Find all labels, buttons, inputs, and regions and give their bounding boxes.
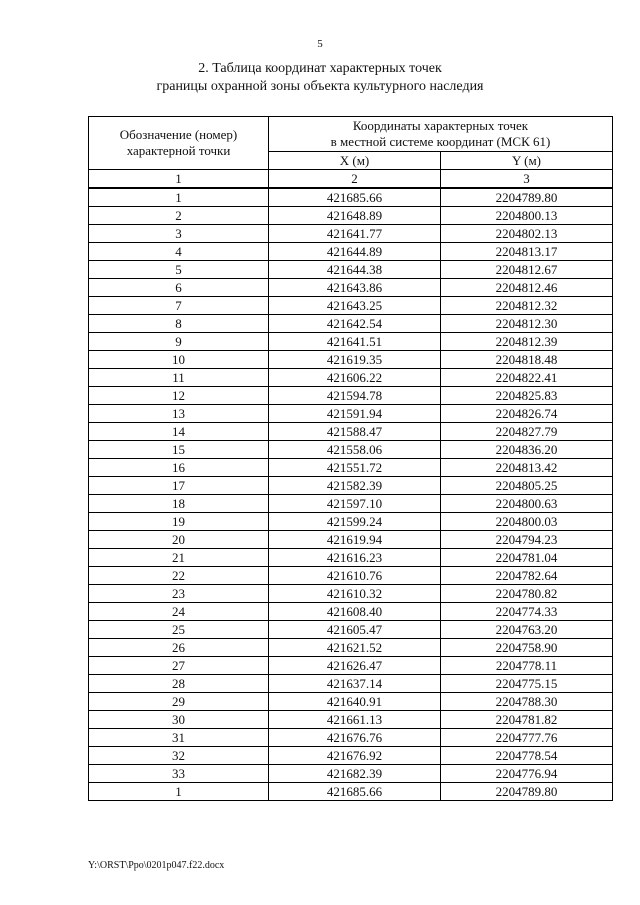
header-coords-line-1: Координаты характерных точек	[352, 118, 529, 133]
x-coordinate-cell: 421588.47	[269, 423, 441, 441]
point-number-cell: 7	[89, 297, 269, 315]
x-coordinate-cell: 421610.76	[269, 567, 441, 585]
point-number-cell: 33	[89, 765, 269, 783]
x-coordinate-cell: 421606.22	[269, 369, 441, 387]
x-coordinate-cell: 421591.94	[269, 405, 441, 423]
x-coordinate-cell: 421597.10	[269, 495, 441, 513]
point-number-cell: 19	[89, 513, 269, 531]
x-coordinate-cell: 421626.47	[269, 657, 441, 675]
table-row	[89, 261, 613, 279]
title-line-1: 2. Таблица координат характерных точек	[198, 61, 442, 76]
y-coordinate-cell: 2204777.76	[441, 729, 613, 747]
x-coordinate-cell: 421608.40	[269, 603, 441, 621]
table-row	[89, 693, 613, 711]
table-row	[89, 369, 613, 387]
x-coordinate-cell: 421605.47	[269, 621, 441, 639]
y-coordinate-cell: 2204812.39	[441, 333, 613, 351]
table-row	[89, 477, 613, 495]
table-row	[89, 513, 613, 531]
y-coordinate-cell: 2204800.63	[441, 495, 613, 513]
point-number-cell: 1	[89, 188, 269, 207]
x-coordinate-cell: 421643.25	[269, 297, 441, 315]
table-row	[89, 441, 613, 459]
x-coordinate-cell: 421599.24	[269, 513, 441, 531]
point-number-cell: 12	[89, 387, 269, 405]
table-row	[89, 639, 613, 657]
point-number-cell: 4	[89, 243, 269, 261]
table-row	[89, 405, 613, 423]
point-number-cell: 1	[89, 783, 269, 801]
table-row	[89, 729, 613, 747]
point-number-cell: 11	[89, 369, 269, 387]
y-coordinate-cell: 2204780.82	[441, 585, 613, 603]
x-coordinate-cell: 421641.51	[269, 333, 441, 351]
y-coordinate-cell: 2204826.74	[441, 405, 613, 423]
header-point-line-1: Обозначение (номер)	[119, 127, 238, 142]
x-coordinate-cell: 421648.89	[269, 207, 441, 225]
header-x: X (м)	[269, 152, 441, 170]
x-coordinate-cell: 421610.32	[269, 585, 441, 603]
x-coordinate-cell: 421644.38	[269, 261, 441, 279]
y-coordinate-cell: 2204812.30	[441, 315, 613, 333]
point-number-cell: 30	[89, 711, 269, 729]
x-coordinate-cell: 421637.14	[269, 675, 441, 693]
x-coordinate-cell: 421643.86	[269, 279, 441, 297]
y-coordinate-cell: 2204800.13	[441, 207, 613, 225]
index-cell: 2	[269, 170, 441, 189]
point-number-cell: 25	[89, 621, 269, 639]
table-body	[89, 170, 613, 801]
point-number-cell: 3	[89, 225, 269, 243]
point-number-cell: 18	[89, 495, 269, 513]
x-coordinate-cell: 421594.78	[269, 387, 441, 405]
table-row	[89, 657, 613, 675]
table-row	[89, 711, 613, 729]
y-coordinate-cell: 2204813.17	[441, 243, 613, 261]
x-coordinate-cell: 421551.72	[269, 459, 441, 477]
table-row	[89, 351, 613, 369]
y-coordinate-cell: 2204794.23	[441, 531, 613, 549]
point-number-cell: 31	[89, 729, 269, 747]
point-number-cell: 29	[89, 693, 269, 711]
x-coordinate-cell: 421621.52	[269, 639, 441, 657]
table-row	[89, 765, 613, 783]
point-number-cell: 17	[89, 477, 269, 495]
x-coordinate-cell: 421582.39	[269, 477, 441, 495]
table-row	[89, 621, 613, 639]
table-row	[89, 747, 613, 765]
header-coordinates	[269, 117, 613, 152]
y-coordinate-cell: 2204778.11	[441, 657, 613, 675]
title-line-2: границы охранной зоны объекта культурного наследия	[156, 79, 484, 94]
y-coordinate-cell: 2204778.54	[441, 747, 613, 765]
point-number-cell: 20	[89, 531, 269, 549]
x-coordinate-cell: 421640.91	[269, 693, 441, 711]
x-coordinate-cell: 421676.92	[269, 747, 441, 765]
y-coordinate-cell: 2204782.64	[441, 567, 613, 585]
table-row	[89, 315, 613, 333]
y-coordinate-cell: 2204812.46	[441, 279, 613, 297]
point-number-cell: 10	[89, 351, 269, 369]
x-coordinate-cell: 421661.13	[269, 711, 441, 729]
index-cell: 1	[89, 170, 269, 189]
document-title	[0, 60, 640, 96]
y-coordinate-cell: 2204805.25	[441, 477, 613, 495]
y-coordinate-cell: 2204774.33	[441, 603, 613, 621]
y-coordinate-cell: 2204812.32	[441, 297, 613, 315]
y-coordinate-cell: 2204789.80	[441, 188, 613, 207]
point-number-cell: 2	[89, 207, 269, 225]
y-coordinate-cell: 2204818.48	[441, 351, 613, 369]
y-coordinate-cell: 2204812.67	[441, 261, 613, 279]
table-row	[89, 585, 613, 603]
table-row	[89, 423, 613, 441]
header-point-designation	[89, 117, 269, 170]
point-number-cell: 5	[89, 261, 269, 279]
point-number-cell: 9	[89, 333, 269, 351]
column-index-row	[89, 170, 613, 189]
x-coordinate-cell: 421644.89	[269, 243, 441, 261]
point-number-cell: 13	[89, 405, 269, 423]
point-number-cell: 6	[89, 279, 269, 297]
table-row	[89, 783, 613, 801]
y-coordinate-cell: 2204822.41	[441, 369, 613, 387]
y-coordinate-cell: 2204827.79	[441, 423, 613, 441]
point-number-cell: 15	[89, 441, 269, 459]
table-row	[89, 188, 613, 207]
y-coordinate-cell: 2204836.20	[441, 441, 613, 459]
table-row	[89, 297, 613, 315]
y-coordinate-cell: 2204789.80	[441, 783, 613, 801]
point-number-cell: 14	[89, 423, 269, 441]
table-row	[89, 603, 613, 621]
y-coordinate-cell: 2204802.13	[441, 225, 613, 243]
table-row	[89, 333, 613, 351]
x-coordinate-cell: 421685.66	[269, 188, 441, 207]
table-row	[89, 567, 613, 585]
point-number-cell: 27	[89, 657, 269, 675]
x-coordinate-cell: 421685.66	[269, 783, 441, 801]
point-number-cell: 22	[89, 567, 269, 585]
coordinates-table	[88, 116, 613, 801]
x-coordinate-cell: 421676.76	[269, 729, 441, 747]
y-coordinate-cell: 2204800.03	[441, 513, 613, 531]
table-row	[89, 495, 613, 513]
table-row	[89, 459, 613, 477]
y-coordinate-cell: 2204775.15	[441, 675, 613, 693]
x-coordinate-cell: 421558.06	[269, 441, 441, 459]
x-coordinate-cell: 421619.94	[269, 531, 441, 549]
header-y: Y (м)	[441, 152, 613, 170]
table-row	[89, 279, 613, 297]
x-coordinate-cell: 421619.35	[269, 351, 441, 369]
table-row	[89, 387, 613, 405]
y-coordinate-cell: 2204825.83	[441, 387, 613, 405]
index-cell: 3	[441, 170, 613, 189]
point-number-cell: 28	[89, 675, 269, 693]
y-coordinate-cell: 2204788.30	[441, 693, 613, 711]
x-coordinate-cell: 421641.77	[269, 225, 441, 243]
table-row	[89, 207, 613, 225]
y-coordinate-cell: 2204758.90	[441, 639, 613, 657]
point-number-cell: 8	[89, 315, 269, 333]
point-number-cell: 24	[89, 603, 269, 621]
table-row	[89, 225, 613, 243]
point-number-cell: 21	[89, 549, 269, 567]
file-path-footer: Y:\ORST\Ppo\0201p047.f22.docx	[88, 860, 225, 871]
table-row	[89, 243, 613, 261]
x-coordinate-cell: 421642.54	[269, 315, 441, 333]
y-coordinate-cell: 2204763.20	[441, 621, 613, 639]
y-coordinate-cell: 2204781.82	[441, 711, 613, 729]
y-coordinate-cell: 2204813.42	[441, 459, 613, 477]
point-number-cell: 16	[89, 459, 269, 477]
header-point-line-2: характерной точки	[126, 143, 231, 158]
x-coordinate-cell: 421682.39	[269, 765, 441, 783]
table-row	[89, 675, 613, 693]
point-number-cell: 32	[89, 747, 269, 765]
page-number: 5	[317, 38, 323, 50]
x-coordinate-cell: 421616.23	[269, 549, 441, 567]
y-coordinate-cell: 2204776.94	[441, 765, 613, 783]
table-row	[89, 531, 613, 549]
header-coords-line-2: в местной системе координат (МСК 61)	[330, 134, 551, 149]
point-number-cell: 23	[89, 585, 269, 603]
table-row	[89, 549, 613, 567]
y-coordinate-cell: 2204781.04	[441, 549, 613, 567]
point-number-cell: 26	[89, 639, 269, 657]
